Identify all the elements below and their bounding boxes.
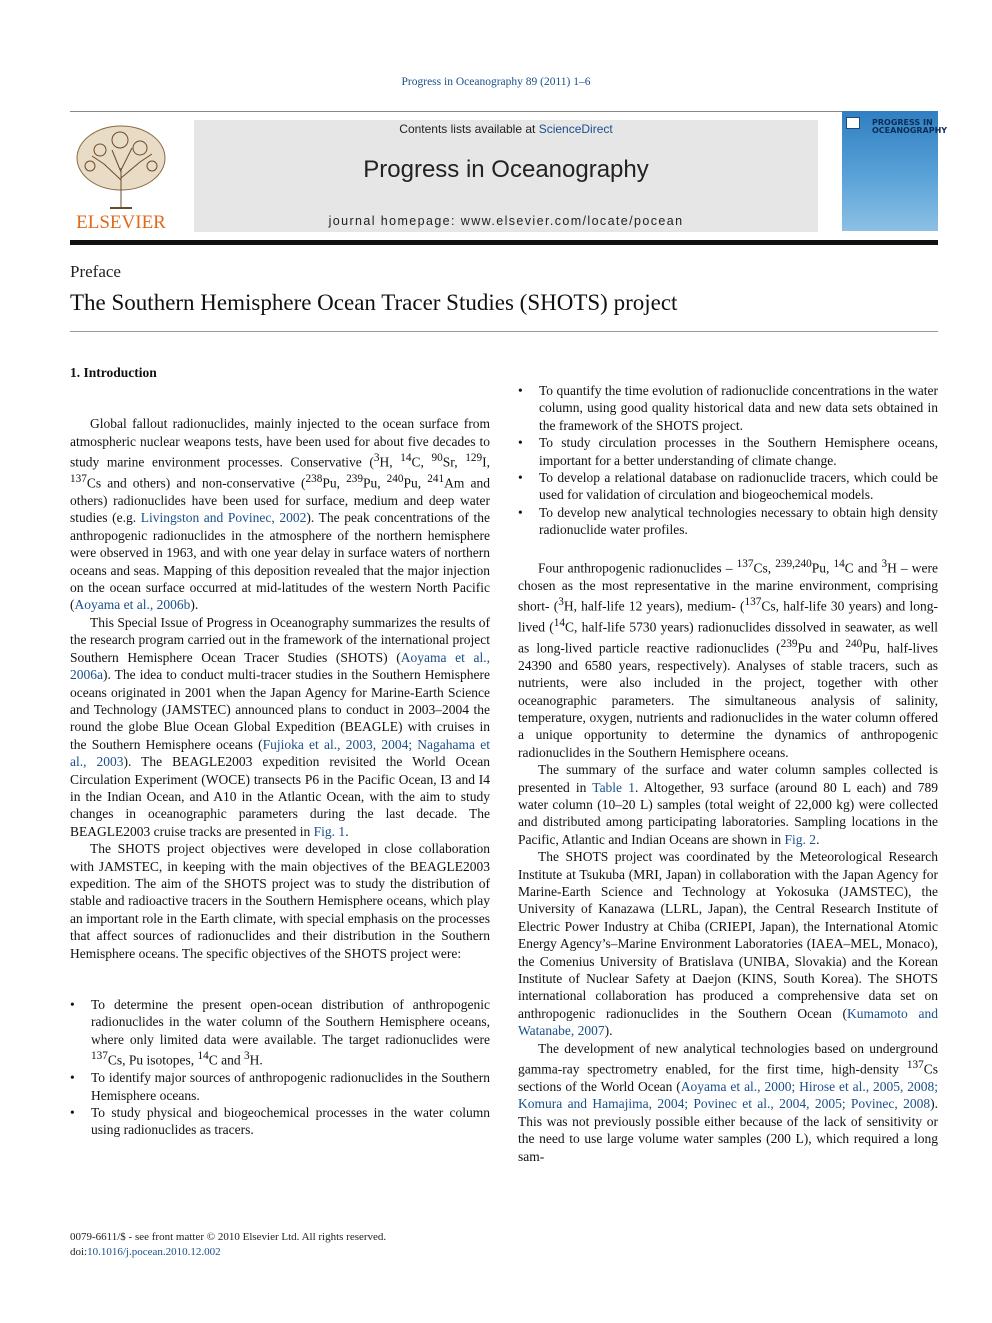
superscript: 240 <box>845 637 863 650</box>
list-item: • To quantify the time evolution of radionuclide concentrations in the water column, using good quality historical data and new data sets obtained in the framework of the SHOTS project. <box>518 382 938 434</box>
publisher-wordmark: ELSEVIER <box>76 212 166 233</box>
paragraph-3: The SHOTS project objectives were developed in close collaboration with JAMSTEC, in keeping with the main objectives of the BEAGLE2003 expedition. The aim of the SHOTS project was to study the distribution of stable and radioactive tracers in the Southern Hemisphere oceans, which play an important role in the Earth climate, with special emphasis on the processes that affect sources of radionuclides and their distribution in the Southern Hemisphere oceans. The specific objectives of the SHOTS project were: <box>70 841 490 961</box>
superscript: 14 <box>400 452 412 465</box>
superscript: 3 <box>244 1050 250 1063</box>
superscript: 239,240 <box>775 557 812 570</box>
title-divider <box>70 331 938 332</box>
superscript: 14 <box>553 616 566 629</box>
superscript: 240 <box>386 473 404 486</box>
paragraph-5: The summary of the surface and water column samples collected is presented in Table 1. Altogether, 93 surface (around 80 L each) and 789 water column (10–20 L) samples (total weight of 22,000 kg) were collected and distributed among participating laboratories. Sampling locations in the Pacific, Atlantic and Indian Oceans are shown in Fig. 2. <box>518 762 939 847</box>
citation-link[interactable]: Aoyama et al., 2006a <box>70 649 490 683</box>
superscript: 14 <box>833 557 845 570</box>
paragraph-4: Four anthropogenic radionuclides – $^{137}$Cs, $^{239,240}$Pu, $^{14}$C and $^3$H – were chosen as the most representative in the marine environment, comprising short- ($^3$H, half-life 12 years), medium- ($^{137}$Cs, half-life 30 years) and long-lived ($^{14}$C, half-life 5730 years) radionuclides dissolved in seawater, as well as long-lived particle reactive radionuclides ($^{239}$Pu and $^{240}$Pu, half-lives 24390 and 6580 years, respectively). Analyses of stable tracers, such as nutrients, were also included in the project, together with other oceanographic parameters. The simultaneous analysis of salinity, temperature, oxygen, nutrients and radionuclides in the water column offered a unique opportunity to determine the dynamics of anthropogenic radionuclides in the Southern Hemisphere oceans. <box>518 557 939 760</box>
header-thick-rule <box>70 240 938 245</box>
objectives-list-left <box>70 996 490 1139</box>
doi-line <box>70 1245 386 1260</box>
superscript: 14 <box>197 1050 209 1063</box>
citation-link[interactable]: Aoyama et al., 2006b <box>74 597 191 613</box>
list-item: • To identify major sources of anthropogenic radionuclides in the Southern Hemisphere oceans. <box>70 1069 490 1104</box>
doi-prefix: doi: <box>70 1246 88 1258</box>
sciencedirect-link[interactable]: ScienceDirect <box>538 122 613 136</box>
superscript: 129 <box>465 452 483 465</box>
cover-title: PROGRESS IN OCEANOGRAPHY <box>872 118 948 135</box>
paragraph-1: Global fallout radionuclides, mainly injected to the ocean surface from atmospheric nuclear weapons tests, have been used for about five decades to study marine environment processes. Conservative ($^3$H, $^{14}$C, $^{90}$Sr, $^{129}$I, $^{137}$Cs and others) and non-conservative ($^{238}$Pu, $^{239}$Pu, $^{240}$Pu, $^{241}$Am and others) radionuclides have been used for surface, medium and deep water studies (e.g. Livingston and Povinec, 2002). The peak concentrations of the anthropogenic radionuclides in the atmosphere of the northern hemisphere were observed in 1963, and with one year delay in surface waters of northern oceans and seas. Mapping of this deposition revealed that the major injection on the ocean surface occurred at mid-latitudes of the western North Pacific (Aoyama et al., 2006b). <box>70 416 490 613</box>
citation-link[interactable]: Kumamoto and Watanabe, 2007 <box>518 1005 938 1039</box>
list-item: • To develop a relational database on radionuclide tracers, which could be used for validation of circulation and biogeochemical models. <box>518 469 938 504</box>
paragraph-2: This Special Issue of Progress in Oceanography summarizes the results of the research program carried out in the framework of the international project Southern Hemisphere Ocean Tracer Studies (SHOTS) (Aoyama et al., 2006a). The idea to conduct multi-tracer studies in the Southern Hemisphere oceans originated in 2001 when the Japan Agency for Marine-Earth Science and Technology (JAMSTEC) announced plans to conduct in 2003–2004 the round the globe Blue Ocean Global Expedition (BEAGLE) with cruises in the Southern Hemisphere oceans (Fujioka et al., 2003, 2004; Nagahama et al., 2003). The BEAGLE2003 expedition revisited the World Ocean Circulation Experiment (WOCE) transects P6 in the Pacific Ocean, I3 and I4 in the Indian Ocean, and A10 in the Atlantic Ocean, with the aim to study changes in oceanographic parameters during the last decade. The BEAGLE2003 cruise tracks are presented in Fig. 1. <box>70 614 490 839</box>
superscript: 239 <box>346 473 363 486</box>
superscript: 241 <box>427 473 445 486</box>
superscript: 90 <box>431 452 443 465</box>
citation-link[interactable]: Fig. 1 <box>313 823 346 839</box>
superscript: 3 <box>558 595 564 608</box>
copyright-line: 0079-6611/$ - see front matter © 2010 Elsevier Ltd. All rights reserved. <box>70 1231 387 1243</box>
header-divider <box>70 111 938 112</box>
contents-prefix: Contents lists available at <box>399 122 539 136</box>
list-item: • To develop new analytical technologies necessary to obtain high density radionuclide water profiles. <box>518 504 938 539</box>
superscript: 239 <box>780 637 798 650</box>
section-type: Preface <box>70 262 121 281</box>
paragraph-6: The SHOTS project was coordinated by the Meteorological Research Institute at Tsukuba (MRI, Japan) in collaboration with the Japan Agency for Marine-Earth Science and Technology at Yokosuka (JAMSTEC), the University of Kanazawa (LLRL, Japan), the Central Research Institute of Electric Power Industry at Chiba (CRIEPI, Japan), the International Atomic Energy Agency’s–Marine Environment Laboratories (IAEA–MEL, Monaco), the Comenius University of Bratislava (UNIBA, Slovakia) and the Korean Institute of Nuclear Safety at Daejon (KINS, South Korea). The SHOTS international collaboration has produced a comprehensive data set on anthropogenic radionuclides in the Southern Ocean (Kumamoto and Watanabe, 2007). <box>518 849 938 1039</box>
tree-icon <box>77 126 165 208</box>
right-column <box>518 382 938 1165</box>
superscript: 3 <box>373 452 380 465</box>
journal-reference[interactable]: Progress in Oceanography 89 (2011) 1–6 <box>401 76 591 88</box>
superscript: 137 <box>744 595 762 608</box>
contents-line <box>194 122 818 136</box>
citation-link[interactable]: Livingston and Povinec, 2002 <box>140 510 307 526</box>
citation-link[interactable]: Fig. 2 <box>784 831 817 847</box>
list-item: • To study circulation processes in the Southern Hemisphere oceans, important for a better understanding of climate change. <box>518 434 938 469</box>
cover-logo-icon <box>846 117 860 129</box>
left-column <box>70 364 490 1139</box>
objectives-list-right <box>518 382 938 539</box>
citation-link[interactable]: Aoyama et al., 2000; Hirose et al., 2005, 2008; Komura and Hamajima, 2004; Povinec et al., 2004, 2005; Povinec, 2008 <box>518 1078 938 1112</box>
citation-link[interactable]: Table 1 <box>592 779 635 795</box>
footer <box>70 1230 386 1260</box>
journal-homepage[interactable]: journal homepage: www.elsevier.com/locate/pocean <box>328 214 684 228</box>
citation-link[interactable]: Fujioka et al., 2003, 2004; Nagahama et al., 2003 <box>70 736 490 770</box>
article-title: The Southern Hemisphere Ocean Tracer Studies (SHOTS) project <box>70 290 678 315</box>
section-heading: 1. Introduction <box>70 365 157 380</box>
superscript: 137 <box>70 473 87 486</box>
journal-name: Progress in Oceanography <box>363 156 649 183</box>
superscript: 137 <box>906 1059 924 1072</box>
superscript: 3 <box>881 557 888 570</box>
list-item: • To determine the present open-ocean distribution of anthropogenic radionuclides in the water column of the Southern Hemisphere oceans, where only limited data were available. The target radionuclides were $^{137}$Cs, Pu isotopes, $^{14}$C and $^3$H. <box>70 996 490 1069</box>
superscript: 238 <box>305 473 323 486</box>
journal-cover <box>842 111 948 231</box>
doi-link[interactable]: 10.1016/j.pocean.2010.12.002 <box>87 1246 221 1258</box>
elsevier-logo <box>70 120 172 232</box>
superscript: 137 <box>736 557 754 570</box>
paragraph-7: The development of new analytical technologies based on underground gamma-ray spectrometry enabled, for the first time, high-density $^{137}$Cs sections of the World Ocean (Aoyama et al., 2000; Hirose et al., 2005, 2008; Komura and Hamajima, 2004; Povinec et al., 2004, 2005; Povinec, 2008). This was not previously possible either because of the lack of sensitivity or the need to use large volume water samples (200 L), which required a long sam- <box>518 1040 938 1164</box>
list-item: • To study physical and biogeochemical processes in the water column using radionuclides as tracers. <box>70 1104 490 1139</box>
superscript: 137 <box>91 1050 108 1063</box>
